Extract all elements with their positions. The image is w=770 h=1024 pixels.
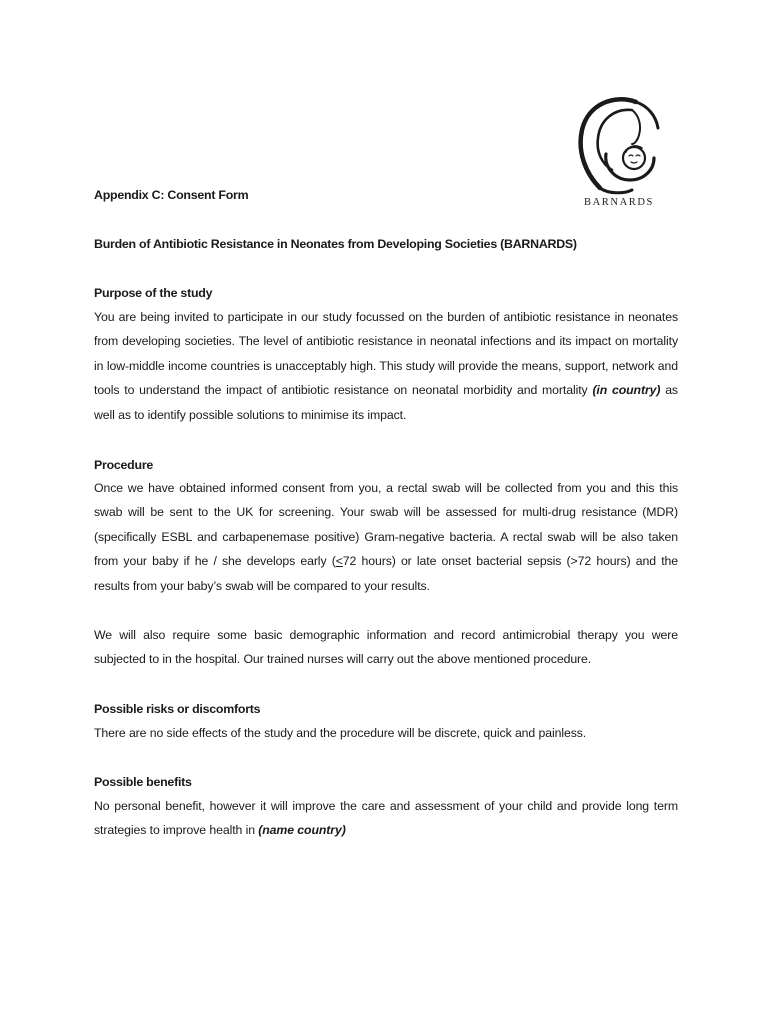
purpose-heading: Purpose of the study xyxy=(94,286,213,300)
procedure-paragraph-2: We will also require some basic demographic information and record antimicrobial therapy you were subjected to in the hospital. Our trained nurses will carry out the above mentioned procedure. xyxy=(94,628,678,667)
risks-heading: Possible risks or discomforts xyxy=(94,702,261,716)
procedure-text-end: 72 hours) or late onset bacterial sepsis (>72 hours) and the results from your baby’s swab will be compared to your results. xyxy=(94,554,679,593)
country-placeholder: (in country) xyxy=(592,383,661,398)
purpose-text: You are being invited to participate in our study focussed on the burden of antibiotic resistance in neonates from developing societies. The level of antibiotic resistance in neonatal infections and its impact on mortality in low-middle income countries is unacceptably high. This study will provide the means, support, network and tools to understand the impact of antibiotic resistance on neonatal morbidity and mortality xyxy=(94,310,678,398)
purpose-text-end: as well as to identify possible solutions to minimise its impact. xyxy=(94,383,678,422)
procedure-text: Once we have obtained informed consent from you, a rectal swab will be collected from you and this this swab will be sent to the UK for screening. Your swab will be assessed for multi-drug resistance (MDR) (specifically ESBL and carbapenemase positive) Gram-negative bacteria. A rectal swab will be also taken from your baby if he / she develops early ( xyxy=(94,481,678,569)
benefits-text: No personal benefit, however it will improve the care and assessment of your child and provide long term strategies to improve health in xyxy=(94,799,678,838)
logo-text: BARNARDS xyxy=(584,197,654,208)
risks-paragraph: There are no side effects of the study and the procedure will be discrete, quick and painless. xyxy=(94,726,587,740)
benefits-paragraph xyxy=(94,794,678,843)
procedure-paragraph xyxy=(94,476,678,598)
less-than-symbol: < xyxy=(335,554,343,569)
barnards-logo xyxy=(574,94,664,216)
procedure-heading: Procedure xyxy=(94,458,154,472)
name-country-placeholder: (name country) xyxy=(258,823,346,838)
mother-and-baby-icon xyxy=(574,94,664,196)
appendix-title: Appendix C: Consent Form xyxy=(94,188,249,202)
benefits-heading: Possible benefits xyxy=(94,775,192,789)
purpose-paragraph xyxy=(94,305,678,427)
study-title: Burden of Antibiotic Resistance in Neonates from Developing Societies (BARNARDS) xyxy=(94,237,577,251)
